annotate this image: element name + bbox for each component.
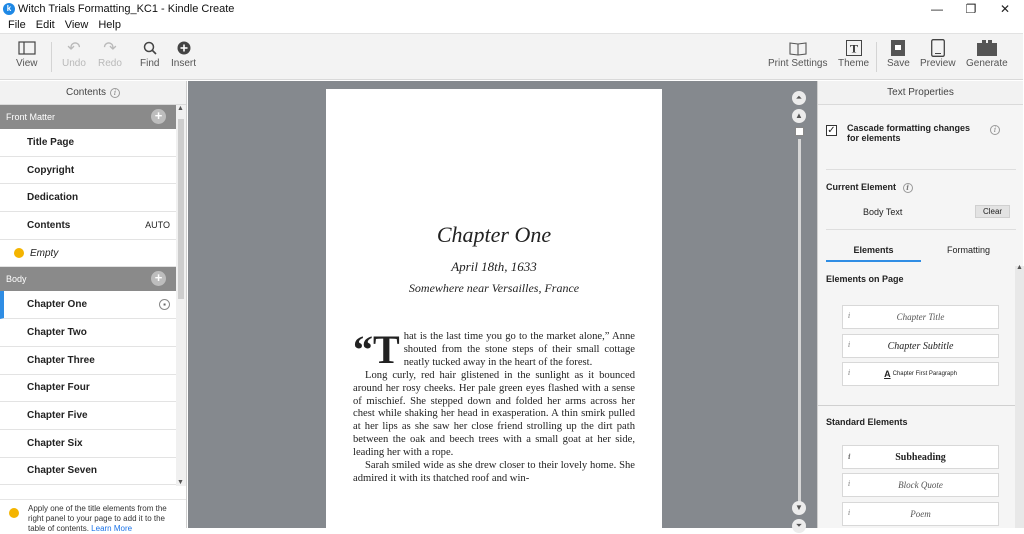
undo-icon: ↶ xyxy=(67,40,81,57)
current-element-title: Current Element xyxy=(826,182,897,192)
theme-t-icon xyxy=(846,38,862,58)
scroll-thumb[interactable] xyxy=(178,119,184,299)
menu-view[interactable]: View xyxy=(64,19,89,31)
toc-item-chapter-three[interactable] xyxy=(0,347,176,375)
first-paragraph[interactable] xyxy=(353,327,635,372)
undo-button[interactable] xyxy=(62,38,86,69)
element-label: Chapter First Paragraph xyxy=(892,371,957,377)
toc-item-label: Chapter Two xyxy=(27,326,87,338)
info-icon[interactable]: i xyxy=(848,452,851,461)
text-properties-header xyxy=(818,81,1023,105)
contents-scrollbar[interactable] xyxy=(176,105,186,486)
element-label: Chapter Subtitle xyxy=(887,340,954,352)
page-zoom-slider[interactable] xyxy=(795,89,803,528)
svg-text:T: T xyxy=(849,41,858,56)
menu-file[interactable]: File xyxy=(8,19,26,31)
add-body-icon[interactable]: + xyxy=(151,271,166,286)
redo-icon: ↷ xyxy=(103,40,117,57)
close-button[interactable]: ✕ xyxy=(999,1,1011,16)
contents-panel xyxy=(0,81,187,533)
save-icon xyxy=(891,38,905,58)
generate-book-icon xyxy=(977,38,997,58)
redo-button[interactable] xyxy=(98,38,122,69)
search-icon xyxy=(143,38,157,58)
insert-label: Insert xyxy=(171,58,197,69)
scroll-up-icon[interactable]: ▲ xyxy=(1016,264,1023,271)
warning-dot-icon xyxy=(14,248,24,258)
element-block-quote-button[interactable] xyxy=(842,473,999,497)
window-title: Witch Trials Formatting_KC1 - Kindle Create xyxy=(18,2,235,15)
divider xyxy=(818,405,1015,406)
find-button[interactable] xyxy=(140,38,159,69)
device-preview-icon xyxy=(931,38,945,58)
maximize-button[interactable]: ❐ xyxy=(965,1,977,16)
title-bar xyxy=(0,0,1023,17)
element-label: Chapter Title xyxy=(896,312,945,322)
tab-elements[interactable]: Elements xyxy=(853,245,894,255)
menu-edit[interactable]: Edit xyxy=(35,19,55,31)
toc-item-label: Chapter Three xyxy=(27,354,95,366)
slider-track[interactable] xyxy=(798,139,801,509)
view-label: View xyxy=(16,58,38,69)
element-label: Poem xyxy=(910,509,931,519)
toc-item-label: Chapter Six xyxy=(27,437,83,449)
divider xyxy=(826,229,1016,230)
editor-canvas xyxy=(188,81,817,528)
paragraph-text: hat is the last time you go to the market alone,” Anne shouted from the stone steps of their small cottage neatly tucked away in the heart of the forest. xyxy=(403,331,635,368)
table-of-contents xyxy=(0,105,176,485)
active-tab-indicator xyxy=(826,260,921,262)
info-icon[interactable]: i xyxy=(848,480,851,488)
theme-label: Theme xyxy=(838,58,870,69)
body-text[interactable] xyxy=(353,327,635,486)
chapter-subtitle-date[interactable]: April 18th, 1633 xyxy=(451,259,537,274)
cascade-checkbox[interactable]: ✓ xyxy=(827,125,836,136)
clear-button[interactable]: Clear xyxy=(975,205,1010,218)
toc-item-label: Chapter One xyxy=(27,299,88,311)
auto-badge: AUTO xyxy=(145,220,170,231)
undo-label: Undo xyxy=(62,58,86,69)
text-properties-panel xyxy=(817,81,1023,528)
toc-hint xyxy=(0,499,186,533)
element-subheading-button[interactable] xyxy=(842,445,999,469)
page-options-icon[interactable]: ▪ xyxy=(159,299,170,310)
front-matter-label: Front Matter xyxy=(6,112,56,122)
preview-button[interactable] xyxy=(920,38,956,69)
toc-item-chapter-one[interactable] xyxy=(0,291,176,319)
info-icon[interactable]: i xyxy=(848,369,851,377)
add-front-matter-icon[interactable]: + xyxy=(151,109,166,124)
save-button[interactable] xyxy=(887,38,910,69)
toc-item-label: Copyright xyxy=(27,164,75,176)
drop-cap: “T xyxy=(353,327,400,372)
tab-formatting[interactable]: Formatting xyxy=(946,245,990,255)
info-icon[interactable]: i xyxy=(903,183,913,193)
print-settings-label: Print Settings xyxy=(768,58,828,69)
cascade-option xyxy=(826,121,1016,153)
view-panel-icon xyxy=(18,38,36,58)
scroll-up-icon[interactable]: ▲ xyxy=(177,105,184,112)
toc-item-label: Chapter Seven xyxy=(27,465,98,477)
element-label: Subheading xyxy=(895,451,946,463)
toc-item-contents[interactable] xyxy=(0,212,176,240)
slider-handle[interactable] xyxy=(795,127,804,136)
info-icon[interactable]: i xyxy=(110,88,120,98)
chapter-title[interactable]: Chapter One xyxy=(436,222,552,247)
theme-button[interactable] xyxy=(838,38,869,69)
minimize-button[interactable]: — xyxy=(931,1,943,16)
current-element-value: Body Text xyxy=(863,207,903,217)
toc-item-label: Chapter Four xyxy=(27,382,90,394)
scroll-up-icon[interactable]: ▲ xyxy=(792,109,806,123)
toc-item-chapter-five[interactable] xyxy=(0,402,176,430)
find-label: Find xyxy=(140,58,160,69)
body-section[interactable] xyxy=(0,267,176,291)
menu-help[interactable]: Help xyxy=(98,19,121,31)
redo-label: Redo xyxy=(98,58,122,69)
text-properties-title: Text Properties xyxy=(887,87,954,98)
element-chapter-first-paragraph-button[interactable] xyxy=(842,362,999,386)
toc-item-chapter-seven[interactable] xyxy=(0,458,176,486)
info-icon[interactable]: i xyxy=(848,341,851,349)
collapse-down-icon[interactable]: ⏷ xyxy=(792,519,806,533)
toc-item-empty[interactable] xyxy=(0,240,176,268)
info-icon[interactable]: i xyxy=(990,125,1000,135)
properties-scrollbar[interactable] xyxy=(1015,266,1024,528)
generate-button[interactable] xyxy=(966,38,1008,69)
scroll-down-icon[interactable]: ▼ xyxy=(792,501,806,515)
collapse-up-icon[interactable]: ⏶ xyxy=(792,91,806,105)
kindle-create-app-icon: k xyxy=(3,3,15,15)
toc-item-label: Contents xyxy=(27,219,71,231)
toolbar xyxy=(0,33,1023,80)
learn-more-link[interactable]: Learn More xyxy=(91,524,133,533)
menu-bar xyxy=(0,17,1023,33)
cascade-label: Cascade formatting changes for elements xyxy=(847,123,971,143)
toc-item-dedication[interactable] xyxy=(0,184,176,212)
print-settings-button[interactable] xyxy=(768,38,827,69)
toolbar-divider xyxy=(876,42,877,72)
element-poem-button[interactable] xyxy=(842,502,999,526)
book-icon xyxy=(789,38,807,58)
toc-hint-text: Apply one of the title elements from the right panel to your page to add it to the table of contents. xyxy=(28,504,167,533)
preview-label: Preview xyxy=(920,58,956,69)
save-label: Save xyxy=(887,58,910,69)
element-chapter-subtitle-button[interactable] xyxy=(842,334,999,358)
generate-label: Generate xyxy=(966,58,1008,69)
info-icon[interactable]: i xyxy=(848,312,851,320)
properties-tabs xyxy=(826,242,1016,262)
chapter-subtitle-place[interactable]: Somewhere near Versailles, France xyxy=(408,281,580,295)
standard-elements-heading: Standard Elements xyxy=(826,417,908,427)
divider xyxy=(826,169,1016,170)
toc-item-chapter-six[interactable] xyxy=(0,430,176,458)
plus-circle-icon xyxy=(177,38,191,58)
toc-item-label: Chapter Five xyxy=(27,410,88,422)
scroll-down-icon[interactable]: ▼ xyxy=(177,479,184,486)
contents-title: Contents xyxy=(65,87,107,98)
element-chapter-title-button[interactable] xyxy=(842,305,999,329)
toolbar-divider xyxy=(51,42,52,72)
toc-item-label: Dedication xyxy=(27,192,79,204)
front-matter-section[interactable] xyxy=(0,105,176,129)
view-button[interactable] xyxy=(16,38,38,69)
element-label: Block Quote xyxy=(898,480,943,490)
drop-cap-icon: A xyxy=(884,369,891,379)
insert-button[interactable] xyxy=(171,38,196,69)
info-icon[interactable]: i xyxy=(848,509,851,517)
elements-on-page-heading: Elements on Page xyxy=(826,274,904,284)
paragraph[interactable]: Sarah smiled wide as she drew closer to their lovely home. She admired it with its thatched roof and win- xyxy=(353,460,635,484)
body-label: Body xyxy=(6,274,27,285)
toc-item-chapter-four[interactable] xyxy=(0,375,176,403)
toc-item-chapter-two[interactable] xyxy=(0,319,176,347)
current-element-label xyxy=(826,182,913,193)
toc-item-label: Title Page xyxy=(27,136,75,148)
toc-item-label: Empty xyxy=(30,247,59,259)
warning-dot-icon xyxy=(9,508,19,518)
paragraph[interactable]: Long curly, red hair glistened in the sunlight as it bounced around her rosy cheeks. Her pale green eyes flashed with a sense of mischief. She stepped down and folded her arms across her chest while shaking her head in exasperation. A thin smirk pulled at her lips as she saw her close friend strolling up the dirt path between the oak and beech trees with a small goat at her side, leading her with a rope. xyxy=(353,369,635,459)
toc-item-copyright[interactable] xyxy=(0,157,176,185)
book-page[interactable] xyxy=(326,89,662,528)
toc-item-title-page[interactable] xyxy=(0,129,176,157)
contents-header xyxy=(0,81,186,105)
